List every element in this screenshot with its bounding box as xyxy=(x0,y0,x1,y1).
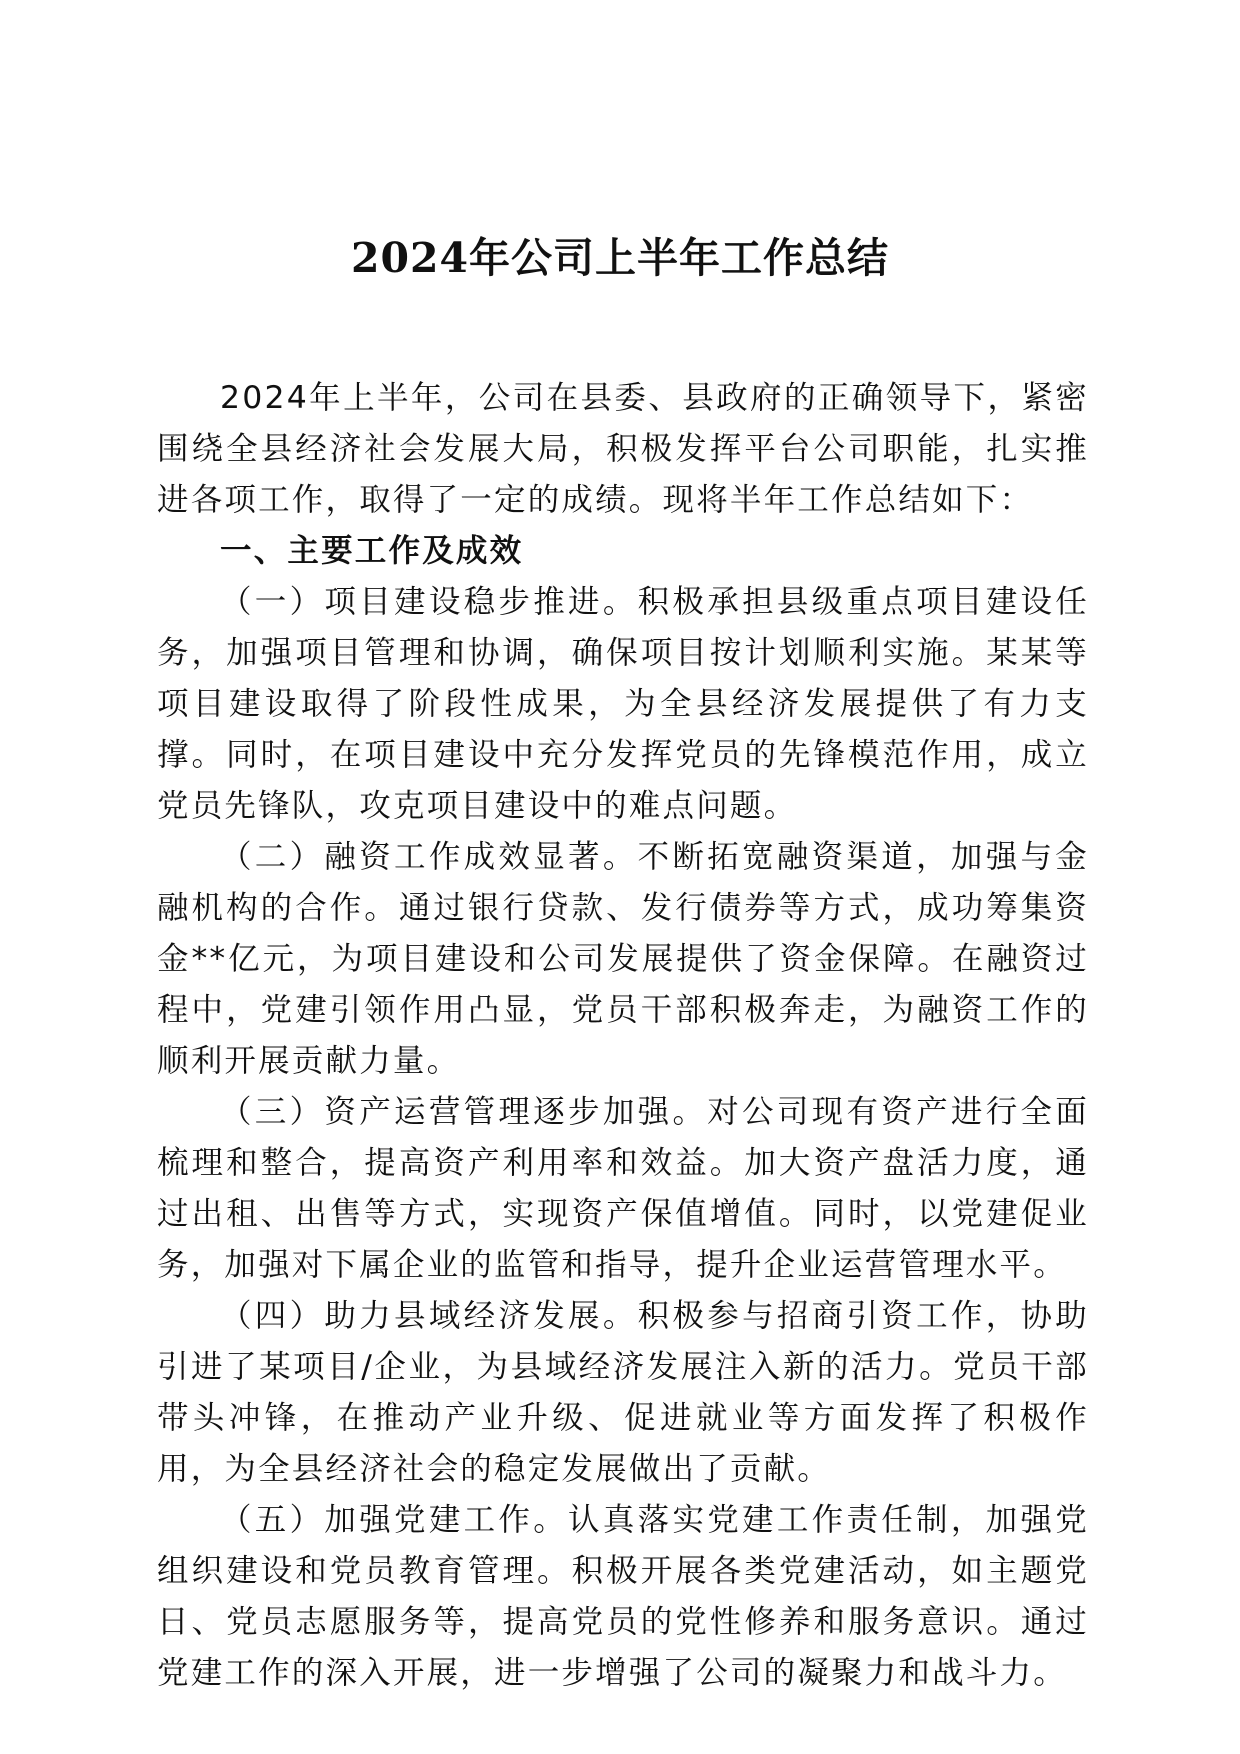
item-lead-4: （四）助力县域经济发展。 xyxy=(220,1298,638,1334)
item-text-2: 不断拓宽融资渠道，加强与金融机构的合作。通过银行贷款、发行债券等方式，成功筹集资金**亿元，为项目建设和公司发展提供了资金保障。在融资过程中，党建引领作用凸显，党员干部积极奔走，为融资工作的顺利开展贡献力量。 xyxy=(157,839,1089,1079)
item-text-5: 认真落实党建工作责任制，加强党组织建设和党员教育管理。积极开展各类党建活动，如主题党日、党员志愿服务等，提高党员的党性修养和服务意识。通过党建工作的深入开展，进一步增强了公司的凝聚力和战斗力。 xyxy=(157,1502,1089,1691)
item-paragraph-4 xyxy=(157,1291,1089,1495)
item-lead-2: （二）融资工作成效显著。 xyxy=(220,839,638,875)
item-lead-5: （五）加强党建工作。 xyxy=(220,1502,569,1538)
item-lead-3: （三）资产运营管理逐步加强。 xyxy=(220,1094,708,1130)
item-text-3: 对公司现有资产进行全面梳理和整合，提高资产利用率和效益。加大资产盘活力度，通过出租、出售等方式，实现资产保值增值。同时，以党建促业务，加强对下属企业的监管和指导，提升企业运营管理水平。 xyxy=(157,1094,1090,1283)
section-heading: 一、主要工作及成效 xyxy=(220,533,524,569)
intro-paragraph: 2024年上半年，公司在县委、县政府的正确领导下，紧密围绕全县经济社会发展大局，积极发挥平台公司职能，扎实推进各项工作，取得了一定的成绩。现将半年工作总结如下： xyxy=(157,380,1089,518)
item-paragraph-1 xyxy=(157,577,1089,832)
document-body xyxy=(157,373,1089,1699)
document-title: 2024年公司上半年工作总结 xyxy=(350,234,890,282)
item-text-1: 积极承担县级重点项目建设任务，加强项目管理和协调，确保项目按计划顺利实施。某某等项目建设取得了阶段性成果，为全县经济发展提供了有力支撑。同时，在项目建设中充分发挥党员的先锋模范作用，成立党员先锋队，攻克项目建设中的难点问题。 xyxy=(157,584,1089,824)
item-text-4: 积极参与招商引资工作，协助引进了某项目/企业，为县域经济发展注入新的活力。党员干部带头冲锋，在推动产业升级、促进就业等方面发挥了积极作用，为全县经济社会的稳定发展做出了贡献。 xyxy=(157,1298,1089,1487)
item-lead-1: （一）项目建设稳步推进。 xyxy=(220,584,638,620)
item-paragraph-3 xyxy=(157,1087,1089,1291)
item-paragraph-5 xyxy=(157,1495,1089,1699)
item-paragraph-2 xyxy=(157,832,1089,1087)
